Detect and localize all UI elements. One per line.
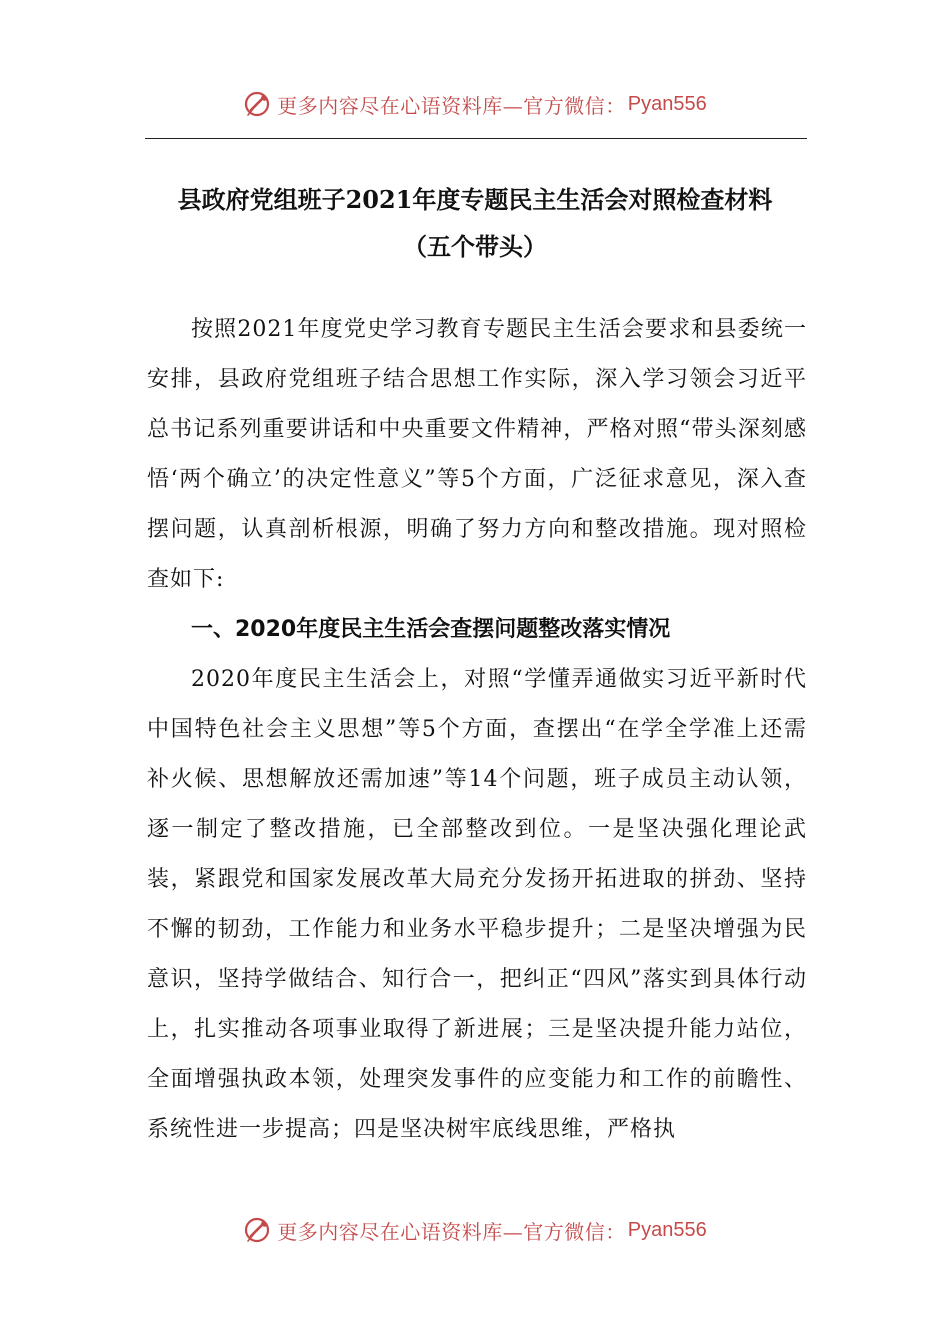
watermark-handle: Pyan556 xyxy=(627,92,707,115)
section-heading-1: 一、2020年度民主生活会查摆问题整改落实情况 xyxy=(191,617,671,642)
document-title: 县政府党组班子2021年度专题民主生活会对照检查材料 xyxy=(177,185,773,214)
pen-logo-icon xyxy=(243,1215,273,1245)
document-subtitle: （五个带头） xyxy=(403,232,547,261)
paragraph-section-1: 2020年度民主生活会上，对照“学懂弄通做实习近平新时代中国特色社会主义思想”等5个方面，查摆出“在学全学准上还需补火候、思想解放还需加速”等14个问题，班子成员主动认领，逐一制定了整改措施，已全部整改到位。一是坚决强化理论武装，紧跟党和国家发展改革大局充分发扬开拓进取的拼劲、坚持不懈的韧劲，工作能力和业务水平稳步提升；二是坚决增强为民意识，坚持学做结合、知行合一，把纠正“四风”落实到具体行动上，扎实推动各项事业取得了新进展；三是坚决提升能力站位，全面增强执政本领，处理突发事件的应变能力和工作的前瞻性、系统性进一步提高；四是坚决树牢底线思维，严格执 xyxy=(147,667,807,1142)
paragraph-intro: 按照2021年度党史学习教育专题民主生活会要求和县委统一安排，县政府党组班子结合思想工作实际，深入学习领会习近平总书记系列重要讲话和中央重要文件精神，严格对照“带头深刻感悟‘两个确立’的决定性意义”等5个方面，广泛征求意见，深入查摆问题，认真剖析根源，明确了努力方向和整改措施。现对照检查如下: xyxy=(147,317,807,592)
watermark-text: 更多内容尽在心语资料库—官方微信： xyxy=(277,1219,626,1244)
document-body xyxy=(147,305,807,1155)
watermark-banner-top xyxy=(0,82,950,126)
watermark-text: 更多内容尽在心语资料库—官方微信： xyxy=(277,93,626,118)
pen-logo-icon xyxy=(243,89,273,119)
watermark-handle: Pyan556 xyxy=(627,1218,707,1241)
header-divider xyxy=(145,138,807,139)
watermark-banner-bottom xyxy=(0,1208,950,1252)
